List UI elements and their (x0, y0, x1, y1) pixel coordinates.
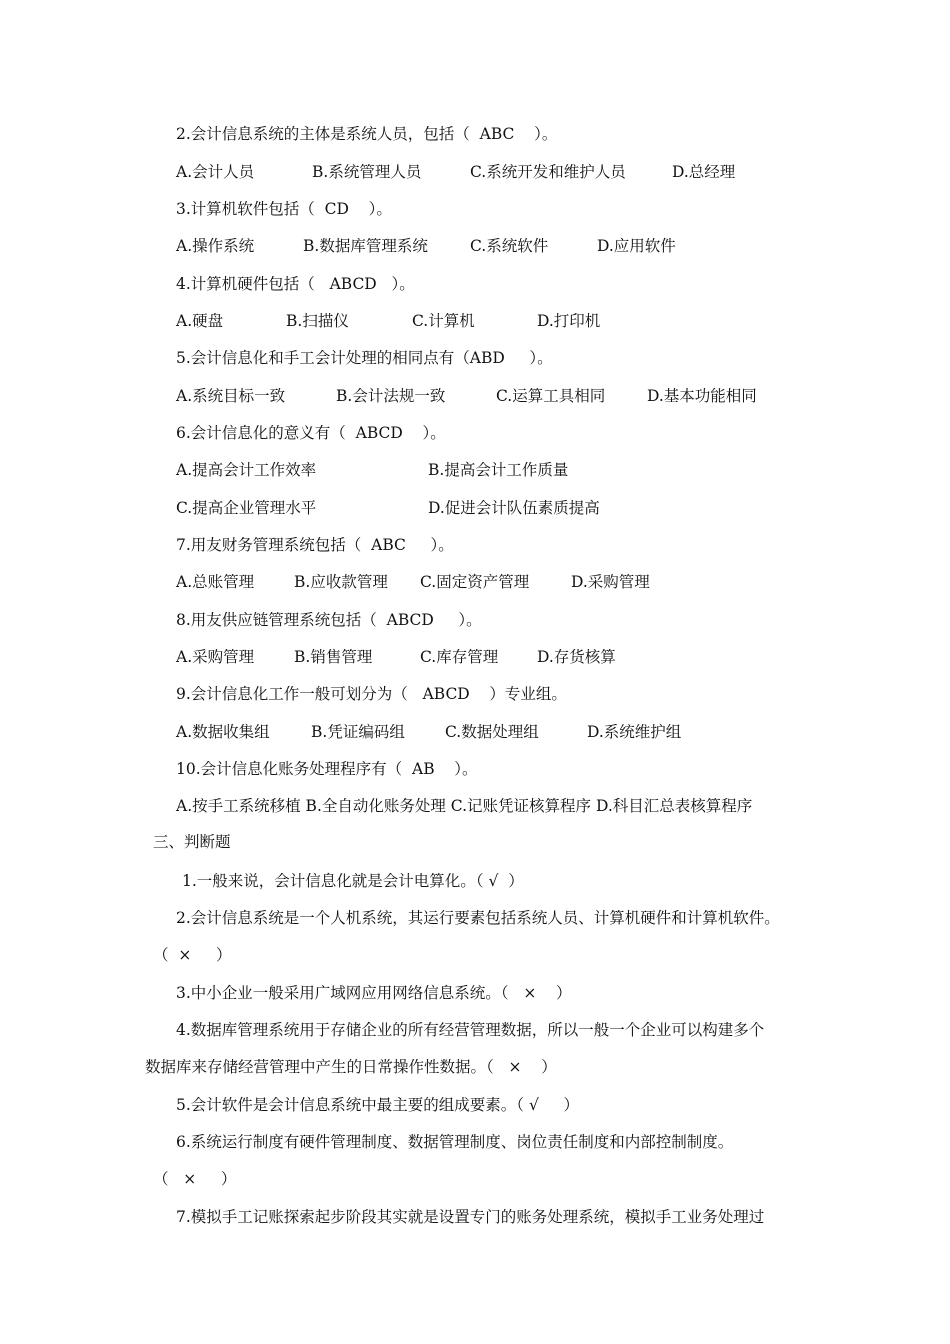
option-8b: B.销售管理 (294, 648, 373, 666)
option-4d: D.打印机 (537, 312, 601, 330)
option-6a: A.提高会计工作效率 (176, 461, 317, 479)
option-8d: D.存货核算 (537, 648, 616, 666)
question-8: 8.用友供应链管理系统包括（ ABCD ）。 (176, 611, 482, 629)
option-6c: C.提高企业管理水平 (176, 499, 317, 517)
option-3c: C.系统软件 (470, 237, 549, 255)
question-4: 4.计算机硬件包括（ ABCD ）。 (176, 275, 415, 293)
question-6: 6.会计信息化的意义有（ ABCD ）。 (176, 424, 446, 442)
option-6b: B.提高会计工作质量 (428, 461, 569, 479)
option-9a: A.数据收集组 (176, 723, 270, 741)
option-2d: D.总经理 (672, 163, 736, 181)
option-3b: B.数据库管理系统 (303, 237, 428, 255)
question-2: 2.会计信息系统的主体是系统人员，包括（ ABC ）。 (176, 125, 558, 143)
option-8a: A.采购管理 (176, 648, 255, 666)
option-8c: C.库存管理 (420, 648, 499, 666)
question-9: 9.会计信息化工作一般可划分为（ ABCD ）专业组。 (176, 685, 567, 703)
option-3a: A.操作系统 (176, 237, 255, 255)
tf-item-2-answer: （ × ） (153, 946, 232, 964)
tf-item-3: 3.中小企业一般采用广域网应用网络信息系统。（ × ） (176, 984, 572, 1002)
option-10-all: A.按手工系统移植 B.全自动化账务处理 C.记账凭证核算程序 D.科目汇总表核算程序 (176, 797, 753, 815)
option-6d: D.促进会计队伍素质提高 (428, 499, 600, 517)
option-7a: A.总账管理 (176, 573, 255, 591)
option-4a: A.硬盘 (176, 312, 224, 330)
option-9c: C.数据处理组 (445, 723, 539, 741)
option-4b: B.扫描仪 (286, 312, 349, 330)
option-2c: C.系统开发和维护人员 (470, 163, 626, 181)
question-7: 7.用友财务管理系统包括（ ABC ）。 (176, 536, 454, 554)
question-5: 5.会计信息化和手工会计处理的相同点有（ABD ）。 (176, 349, 553, 367)
option-4c: C.计算机 (412, 312, 475, 330)
question-10: 10.会计信息化账务处理程序有（ AB ）。 (176, 760, 478, 778)
tf-item-5: 5.会计软件是会计信息系统中最主要的组成要素。（ √ ） (176, 1096, 579, 1114)
option-2b: B.系统管理人员 (312, 163, 422, 181)
question-3: 3.计算机软件包括（ CD ）。 (176, 200, 392, 218)
tf-item-2: 2.会计信息系统是一个人机系统，其运行要素包括系统人员、计算机硬件和计算机软件。 (176, 909, 780, 927)
option-7c: C.固定资产管理 (420, 573, 530, 591)
option-3d: D.应用软件 (597, 237, 676, 255)
tf-item-7: 7.模拟手工记账探索起步阶段其实就是设置专门的账务处理系统，模拟手工业务处理过 (176, 1208, 765, 1226)
option-5b: B.会计法规一致 (336, 387, 446, 405)
section-heading-true-false: 三、判断题 (153, 833, 231, 851)
option-9d: D.系统维护组 (587, 723, 682, 741)
option-7d: D.采购管理 (571, 573, 650, 591)
option-9b: B.凭证编码组 (311, 723, 405, 741)
option-2a: A.会计人员 (176, 163, 255, 181)
option-7b: B.应收款管理 (294, 573, 388, 591)
option-5d: D.基本功能相同 (647, 387, 757, 405)
tf-item-4: 4.数据库管理系统用于存储企业的所有经营管理数据，所以一般一个企业可以构建多个 (176, 1021, 765, 1039)
option-5a: A.系统目标一致 (176, 387, 286, 405)
tf-item-6: 6.系统运行制度有硬件管理制度、数据管理制度、岗位责任制度和内部控制制度。 (176, 1133, 734, 1151)
tf-item-1: 1.一般来说，会计信息化就是会计电算化。（ √ ） (182, 872, 524, 890)
tf-item-4-cont: 数据库来存储经营管理中产生的日常操作性数据。（ × ） (145, 1058, 557, 1076)
tf-item-6-answer: （ × ） (153, 1170, 237, 1188)
option-5c: C.运算工具相同 (496, 387, 606, 405)
